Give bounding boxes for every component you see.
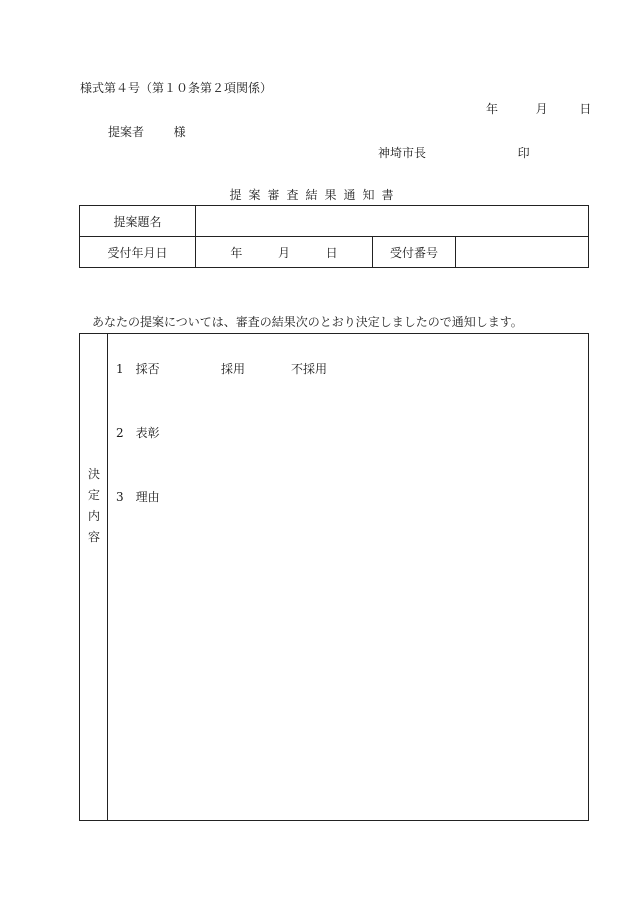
decision-box (79, 333, 589, 821)
receipt-number-label: 受付番号 (373, 237, 456, 268)
received-year: 年 (230, 245, 243, 260)
recipient-line (108, 126, 186, 138)
recipient-suffix: 様 (173, 125, 186, 139)
side-char: 内 (87, 509, 100, 523)
decision-side-column (80, 334, 108, 820)
recipient-label: 提案者 (108, 125, 145, 139)
sender-line (378, 147, 530, 159)
sender-name: 神埼市長 (378, 146, 427, 160)
info-table (79, 205, 589, 268)
side-char: 決 (87, 467, 100, 481)
received-month: 月 (277, 245, 290, 260)
document-title: 提案審査結果通知書 (229, 188, 401, 202)
date-year: 年 (486, 102, 499, 116)
item-adoption-label: 1 採否 (116, 362, 160, 376)
issue-date (486, 103, 591, 115)
seal-mark: 印 (517, 146, 530, 160)
table-row (80, 206, 589, 237)
received-day: 日 (325, 245, 338, 260)
date-month: 月 (535, 102, 548, 116)
received-date-label: 受付年月日 (80, 237, 196, 268)
side-char: 定 (87, 488, 100, 502)
decision-side-label (87, 464, 101, 548)
form-number: 様式第４号（第１０条第２項関係） (80, 81, 273, 95)
received-date-field[interactable] (196, 237, 373, 268)
side-char: 容 (87, 530, 100, 544)
date-day: 日 (579, 102, 592, 116)
item-commendation-label: 2 表彰 (116, 426, 160, 440)
table-row (80, 237, 589, 268)
intro-text: あなたの提案については、審査の結果次のとおり決定しましたので通知します。 (92, 315, 523, 329)
receipt-number-field[interactable] (456, 237, 589, 268)
item-reason-label: 3 理由 (116, 490, 160, 504)
proposal-title-label: 提案題名 (80, 206, 196, 237)
option-reject[interactable]: 不採用 (291, 362, 328, 376)
proposal-title-field[interactable] (196, 206, 589, 237)
option-adopt[interactable]: 採用 (221, 362, 246, 376)
